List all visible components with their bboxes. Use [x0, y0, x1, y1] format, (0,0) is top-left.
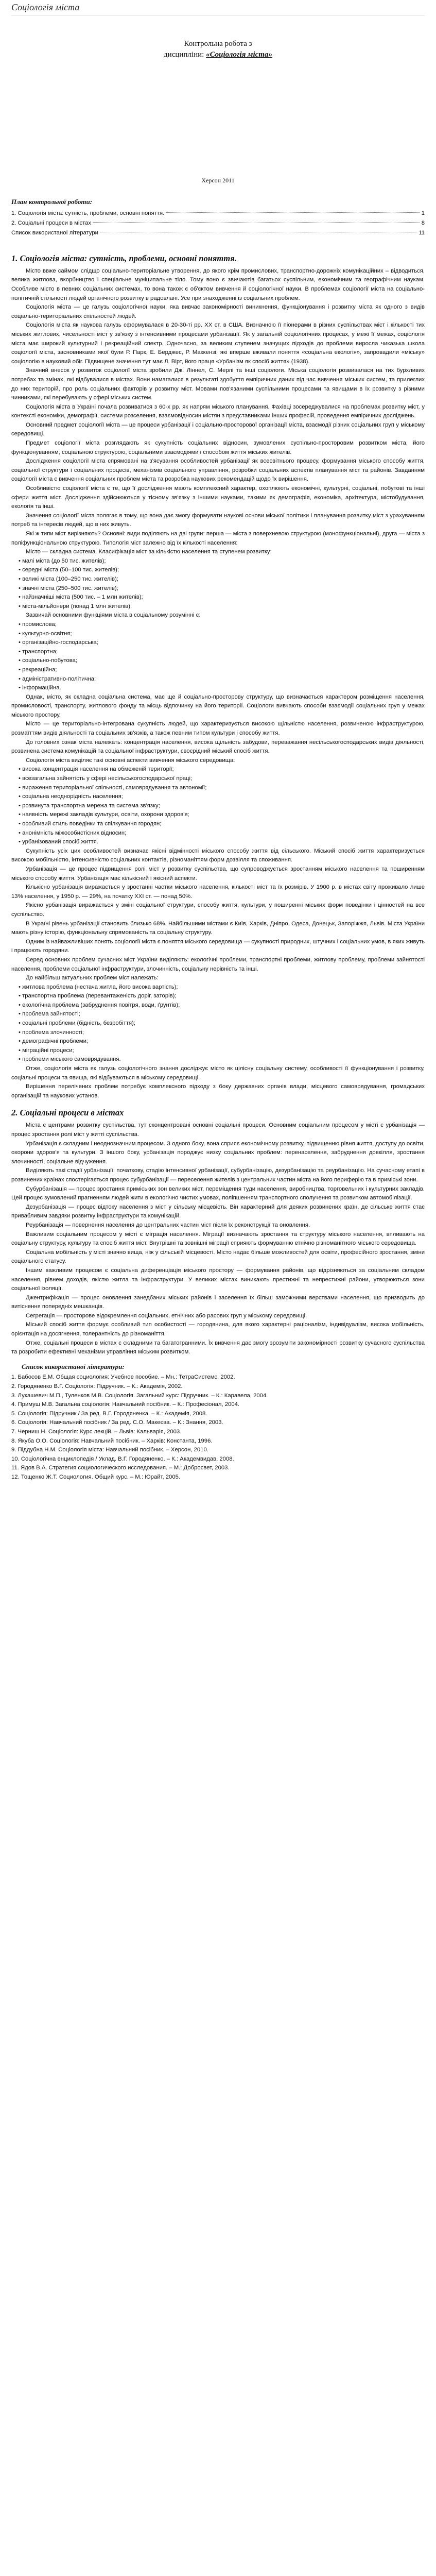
list-item: • проблеми міського самоврядування. — [19, 1056, 121, 1063]
cover-line-1: Контрольна робота з — [184, 39, 252, 48]
list-item: • великі міста (100–250 тис. жителів); — [19, 575, 118, 582]
list-item: • екологічна проблема (забруднення повітря, води, ґрунтів); — [19, 1002, 180, 1008]
plan-item-page: 1 — [421, 210, 425, 216]
literature-item: 5. Соціологія: Підручник / За ред. В.Г. Городяненка. – К.: Академія, 2008. — [11, 1410, 207, 1417]
literature-item: 8. Якуба О.О. Соціологія: Навчальний посібник. – Харків: Константа, 1996. — [11, 1437, 213, 1444]
paragraph: Соціологія міста виділяє такі основні аспекти вивчення міського середовища: — [26, 757, 235, 764]
paragraph: Субурбанізація — процес зростання приміських зон великих міст, переміщення туди населення, виробництва, торговельних і культурних закладів. Цей процес зумовлений прагненням людей жити в екологічно чистих умовах, поліпшенням транспортного сполучення та розвитком автомобілізації. — [11, 1185, 425, 1201]
city-types-list — [11, 557, 425, 612]
paragraph: Які ж типи міст вирізняють? Основні: види поділяють на дві групи: перша — міста з поверхневою структурою (монофункціональні), друга — міста з поліфункціональною структурою. Типологія міст залежно від їх кількості населення: — [11, 531, 425, 546]
literature-item: 4. Примуш М.В. Загальна соціологія: Навчальний посібник. – К.: Професіонал, 2004. — [11, 1401, 240, 1408]
paragraph: Вирішення перелічених проблем потребує комплексного підходу з боку державних органів влади, місцевого самоврядування, громадських організацій та наукових установ. — [11, 1083, 425, 1099]
list-item: • організаційно-господарська; — [19, 639, 98, 646]
paragraph: Основний предмет соціології міста — це процеси урбанізації і соціально-просторової організації міста, взаємодії різних соціальних груп у міському середовищі. — [11, 421, 425, 437]
aspects-list — [11, 765, 425, 846]
plan-item — [11, 218, 425, 228]
list-item: • демографічні проблеми; — [19, 1038, 89, 1045]
paragraph: Значний внесок у розвиток соціології міста зробили Дж. Ліннел, С. Мерлі та інші соціологи. Міська соціологія розвивалася на тих бурхливих потребах та змінах, які відбувалися в містах. Вони намагалися в результаті здобуття емпіричних даних під час вивчення міських систем, та прилеглих до них територій, про роль соціальних факторів у розвитку міст. Мовами пов'язаними суспільними процесами та явищами в їх розвитку з різними чинниками, які перебувають у сфері міських систем. — [11, 367, 425, 401]
section-1-body — [11, 267, 425, 548]
literature-item: 3. Лукашевич М.П., Туленков М.В. Соціологія. Загальний курс: Підручник. – К.: Каравела, 2004. — [11, 1392, 268, 1399]
list-item: • вираження територіальної спільності, самоврядування та автономії; — [19, 784, 207, 791]
list-item: • житлова проблема (нестача житла, його висока вартість); — [19, 984, 178, 990]
plan-list — [11, 209, 425, 238]
list-item: • всезагальна зайнятість у сфері несільськогосподарської праці; — [19, 775, 193, 782]
problems-list — [11, 983, 425, 1064]
cover-city-year: Херсон 2011 — [201, 176, 235, 184]
paragraph: Дослідження соціології міста спрямовані на з'ясування особливостей урбанізації як всесвітнього процесу, формування міського способу життя, соціальної структури і соціальних процесів, механізмів соціального управління, розробки соціальних аспектів планування міст та районів. Завданням соціології міста є вивчення соціальних проблем міста та розробка наукових рекомендацій щодо їх вирішення. — [11, 458, 425, 483]
literature-item: 11. Ядов В.А. Стратегия социологического исследования. – М.: Добросвет, 2003. — [11, 1465, 230, 1471]
document-title: Соціологія міста — [11, 2, 80, 12]
list-item: • соціальні проблеми (бідність, безробіття); — [19, 1020, 136, 1027]
problems-intro: До найбільш актуальних проблем міст належать: — [26, 975, 159, 981]
cover-subject: «Соціологія міста» — [206, 50, 272, 59]
section-2-heading: 2. Соціальні процеси в містах — [11, 1108, 124, 1118]
paragraph: Міський спосіб життя формує особливий тип особистості — городянина, для якого характерні раціоналізм, індивідуалізм, висока мобільність, орієнтація на досягнення, толерантність до різноманіття. — [11, 1321, 425, 1337]
plan-item — [11, 209, 425, 218]
paragraph: Отже, соціальні процеси в містах є складними та багатогранними. Їх вивчення дає змогу зрозуміти закономірності розвитку сучасного суспільства та розробити ефективні механізми управління міським розвитком. — [11, 1340, 425, 1355]
literature-item: 10. Соціологічна енциклопедія / Уклад. В.Г. Городяненко. – К.: Академвидав, 2008. — [11, 1455, 234, 1462]
plan-item-leader — [93, 222, 420, 223]
list-item: • інформаційна. — [19, 685, 61, 691]
paragraph: Особливістю соціології міста є те, що її дослідження мають комплексний характер, охоплюють економічні, культурні, соціальні, побутові та інші сфери життя міст. Дослідження здійснюються у тісному зв'язку з іншими науками, такими як демографія, економіка, архітектура, містобудування, екологія та інші. — [11, 485, 425, 510]
paragraph: Урбанізація є складним і неоднозначним процесом. З одного боку, вона сприяє економічному розвитку, підвищенню рівня життя, доступу до освіти, охорони здоров'я та культури. З іншого боку, урбанізація породжує низку соціальних проблем: перенаселення, забруднення довкілля, зростання злочинності, соціальне відчуження. — [11, 1140, 425, 1165]
list-item: • адміністративно-політична; — [19, 675, 96, 682]
list-item: • висока концентрація населення на обмеженій території; — [19, 766, 174, 773]
literature-list — [11, 1373, 425, 1482]
list-item: • проблема злочинності; — [19, 1029, 84, 1036]
section-2-body — [11, 1121, 425, 1357]
list-item: • культурно-освітня; — [19, 630, 72, 637]
paragraph: Кількісно урбанізація виражається у зростанні частки міського населення, кількості міст та їх розмірів. У 1900 р. в містах світу проживало лише 13% населення, у 1950 р. — 29%, на початку ХХІ ст. — понад 50%. — [11, 884, 425, 900]
paragraph: Отже, соціологія міста як галузь соціологічного знання досліджує місто як цілісну соціальну систему, особливості її функціонування і розвитку, соціальні процеси та явища, які відбуваються в міському середовищі. — [11, 1065, 425, 1081]
literature-item: 7. Черниш Н. Соціологія: Курс лекцій. – Львів: Кальварія, 2003. — [11, 1429, 182, 1435]
literature-title: Список використаної літератури: — [22, 1362, 125, 1370]
functions-intro: Зазвичай основними функціями міста в соціальному розумінні є: — [26, 612, 201, 619]
paragraph: Джентрифікація — процес оновлення занедбаних міських районів і заселення їх більш заможними верствами населення, що призводить до витіснення попередніх мешканців. — [11, 1294, 425, 1310]
list-item: • урбанізований спосіб життя. — [19, 839, 98, 845]
paragraph: Соціальна мобільність у місті значно вища, ніж у сільській місцевості. Місто надає більше можливостей для освіти, професійного зростання, зміни соціального статусу. — [11, 1249, 425, 1265]
section-1-final — [11, 847, 425, 974]
plan-item-text: Список використаної літератури — [11, 229, 98, 236]
list-item: • середні міста (50–100 тис. жителів); — [19, 567, 119, 573]
plan-item-text: 1. Соціологія міста: сутність, проблеми, основні поняття. — [11, 210, 165, 216]
paragraph: Соціологія міста в Україні почала розвиватися з 60-х рр. як напрям міського планування. Фахівці зосереджувалися на проблемах розвитку міст, у контексті економіки, демографії, системи розселення, взаємовідносин містян з представниками інших професій, проведення емпіричних досліджень. — [11, 403, 425, 419]
paragraph: Важливим соціальним процесом у місті є міграція населення. Міграції визначають зростання та структуру міського населення, впливають на соціальну структуру, культуру та спосіб життя міст. Внутрішні та зовнішні міграції сприяють формуванню етнічно різноманітного міського середовища. — [11, 1231, 425, 1247]
paragraph: Урбанізація — це процес підвищення ролі міст у розвитку суспільства, що супроводжується зростанням міського населення та поширенням міського способу життя. Урбанізація має кількісний і якісний аспекти. — [11, 866, 425, 882]
list-item: • міста-мільйонери (понад 1 млн жителів). — [19, 603, 132, 609]
paragraph: Виділяють такі стадії урбанізації: початкову, стадію інтенсивної урбанізації, субурбанізацію, дезурбанізацію та реурбанізацію. На сучасному етапі в розвинених країнах спостерігається процес субурбанізації — переселення жителів з центральних частин міста на його периферію та в приміські зони. — [11, 1167, 425, 1183]
list-item: • рекреаційна; — [19, 666, 57, 673]
list-item: • малі міста (до 50 тис. жителів); — [19, 557, 106, 564]
paragraph: Однак, місто, як складна соціальна система, має ще й соціально-просторову структуру, що визначається характером розміщення населення, промисловості, транспорту, житлового фонду та місць відпочинку на його території. Соціологи вивчають способи взаємодії соціальних груп у межах міського простору. — [11, 693, 425, 718]
list-item: • значні міста (250–500 тис. жителів); — [19, 585, 118, 591]
title-divider — [11, 15, 425, 16]
paragraph: Міста є центрами розвитку суспільства, тут сконцентровані основні соціальні процеси. Основним соціальним процесом у місті є урбанізація — процес зростання ролі міст у житті суспільства. — [11, 1122, 425, 1138]
section-1-heading: 1. Соціологія міста: сутність, проблеми, основні поняття. — [11, 253, 237, 263]
list-item: • транспортна; — [19, 648, 58, 655]
plan-item-leader — [166, 212, 420, 213]
paragraph: Значення соціології міста полягає в тому, що вона дає змогу формувати наукові основи міської політики і планування розвитку міст з урахуванням потреб та інтересів людей, що в них живуть. — [11, 512, 425, 528]
plan-item — [11, 228, 425, 238]
paragraph: Одним із найважливіших понять соціології міста є поняття міського середовища — сукупності природних, штучних і соціальних умов, в яких живуть і працюють городяни. — [11, 938, 425, 954]
paragraph: В Україні рівень урбанізації становить близько 68%. Найбільшими містами є Київ, Харків, Дніпро, Одеса, Донецьк, Запоріжжя, Львів. Міста України мають різну історію, функціональну спрямованість та соціальну структуру. — [11, 920, 425, 936]
list-item: • анонімність міжособистісних відносин; — [19, 829, 127, 836]
paragraph: До головних ознак міста належать: концентрація населення, висока щільність забудови, переважання несільськогосподарських видів діяльності, розвинена система комунікацій та соціальної інфраструктури, своєрідний міський спосіб життя. — [11, 739, 425, 755]
paragraph: Місто ввже саймом слідщо соціально-територіальне утворення, до якого крім промислових, транспортно-дорожніх комунікаційних – відводиться, велика житлова, вкорбництво і спеціальне муніципальне тіло. Тому воно є звичаютів багатьох суспільним, економічним та географічним наукам. Особливе місто в певних соціальних системах, то вона також є об'єктом вивчення й соціологічної науки. В проблемах соціології міста на соціально-політичній стільності людей органічного розвитку в радовлані. Усе при знаходженні із соціальних проблем. — [11, 267, 425, 301]
paragraph: Серед основних проблем сучасних міст України виділяють: екологічні проблеми, транспортні проблеми, житлову проблему, проблеми зайнятості населення, проблеми соціальної інфраструктури, злочинність, соціальну нерівність та інші. — [11, 956, 425, 972]
plan-item-page: 11 — [418, 229, 425, 236]
list-item: • соціально-побутова; — [19, 657, 78, 664]
cover-line-2 — [11, 49, 425, 60]
paragraph: Соціологія міста як наукова галузь сформувалася в 20-30-ті рр. ХХ ст. в США. Визначною її піонерами в різних суспільствах міст і кількості тих міських житлових, чисельності міст у зв'язку з інтенсивними процесами урбанізації. Як у загальній соціологічних процесах, у межі її межах, соціологія міста має широкий культурний і рекреаційний спектр. Одночасно, за великим ступенем значущих підходів до проблеми виросла чиказька школа соціології міста, засновниками якої були Р. Парк, Е. Берджес, Р. Маккензі, які вперше вживали поняття «соціальна екологія», запровадили «міську» соціологію в науковий обіг. Підвищене значення тут має Л. Вірт, його праця «Урбанізм як спосіб життя» (1938). — [11, 322, 425, 365]
paragraph: Сегрегація — просторове відокремлення соціальних, етнічних або расових груп у міському середовищі. — [26, 1312, 307, 1319]
section-1-closing — [11, 1064, 425, 1100]
plan-item-page: 8 — [421, 219, 425, 226]
paragraph: Соціологія міста — це галузь соціологічної науки, яка вивчає закономірності виникнення, функціонування і розвитку міста як одного з видів соціально-територіальних спільностей людей. — [11, 304, 425, 319]
list-item: • розвинута транспортна мережа та система зв'язку; — [19, 802, 160, 809]
list-item: • промислова; — [19, 621, 57, 628]
literature-item: 1. Бабосов Е.М. Общая социология: Учебное пособие. – Мн.: ТетраСистемс, 2002. — [11, 1374, 235, 1381]
city-functions-list — [11, 620, 425, 693]
plan-title: План контрольної роботи: — [11, 198, 93, 206]
paragraph: Реурбанізація — повернення населення до центральних частин міст після їх реконструкції та оновлення. — [26, 1222, 310, 1228]
list-item: • особливий стиль поведінки та спілкування городян; — [19, 821, 162, 827]
literature-item: 2. Городяненко В.Г. Соціологія: Підручник. – К.: Академія, 2002. — [11, 1383, 183, 1390]
list-item: • транспортна проблема (перевантаженість доріг, заторів); — [19, 993, 177, 999]
list-item: • проблема зайнятості; — [19, 1011, 80, 1018]
paragraph: Якісно урбанізація виражається у зміні соціальної структури, способу життя, культури, у поширенні міських форм поведінки і цінностей на все суспільство. — [11, 902, 425, 918]
section-1-more — [11, 693, 425, 766]
cover-line-2-prefix: дисципліни: — [164, 50, 206, 59]
paragraph: Предмет соціології міста розглядають як сукупність соціальних відносин, зумовлених суспільно-просторовим розвитком міста, його функціонуванням, соціальною структурою, соціальними взаємодіями і способом життя міських жителів. — [11, 440, 425, 455]
paragraph: Сукупність усіх цих особливостей визначає якісні відмінності міського способу життя від сільського. Міський спосіб життя характеризується високою мобільністю, інтенсивністю соціальних контактів, різноманіттям форм дозвілля та споживання. — [11, 848, 425, 863]
list-item: • найзначніші міста (500 тис. – 1 млн жителів); — [19, 594, 143, 601]
types-intro: Місто — складна система. Класифікація міст за кількістю населення та ступенем розвитку: — [26, 549, 272, 555]
cover-block — [11, 39, 425, 60]
list-item: • наявність мережі закладів культури, освіти, охорони здоров'я; — [19, 811, 189, 818]
plan-item-text: 2. Соціальні процеси в містах — [11, 219, 92, 226]
list-item: • міграційні процеси; — [19, 1047, 74, 1054]
paragraph: Дезурбанізація — процес відтоку населення з міст у сільську місцевість. Він характерний для деяких розвинених країн, де сільське життя стає привабливим завдяки розвитку інфраструктури та комунікацій. — [11, 1204, 425, 1219]
literature-item: 9. Піддубна Н.М. Соціологія міста: Навчальний посібник. – Херсон, 2010. — [11, 1447, 208, 1453]
paragraph: Місто — це територіально-інтегрована сукупність людей, що характеризується високою щільністю населення, розвиненою інфраструктурою, розмаїттям видів діяльності та соціальних зв'язків, а також певним типом культури і способу життя. — [11, 721, 425, 737]
literature-item: 6. Соціологія: Навчальний посібник / За ред. С.О. Макеєва. – К.: Знання, 2003. — [11, 1419, 223, 1426]
paragraph: Іншим важливим процесом є соціальна диференціація міського простору — формування районів, що відрізняються за соціальним складом населення, рівнем доходів, якістю житла та інфраструктури. У великих містах виникають престижні та непрестижні райони, утворюються зони соціальної ізоляції. — [11, 1267, 425, 1292]
literature-item: 12. Тощенко Ж.Т. Социология. Общий курс. – М.: Юрайт, 2005. — [11, 1473, 181, 1480]
list-item: • соціальна неоднорідність населення; — [19, 793, 123, 800]
